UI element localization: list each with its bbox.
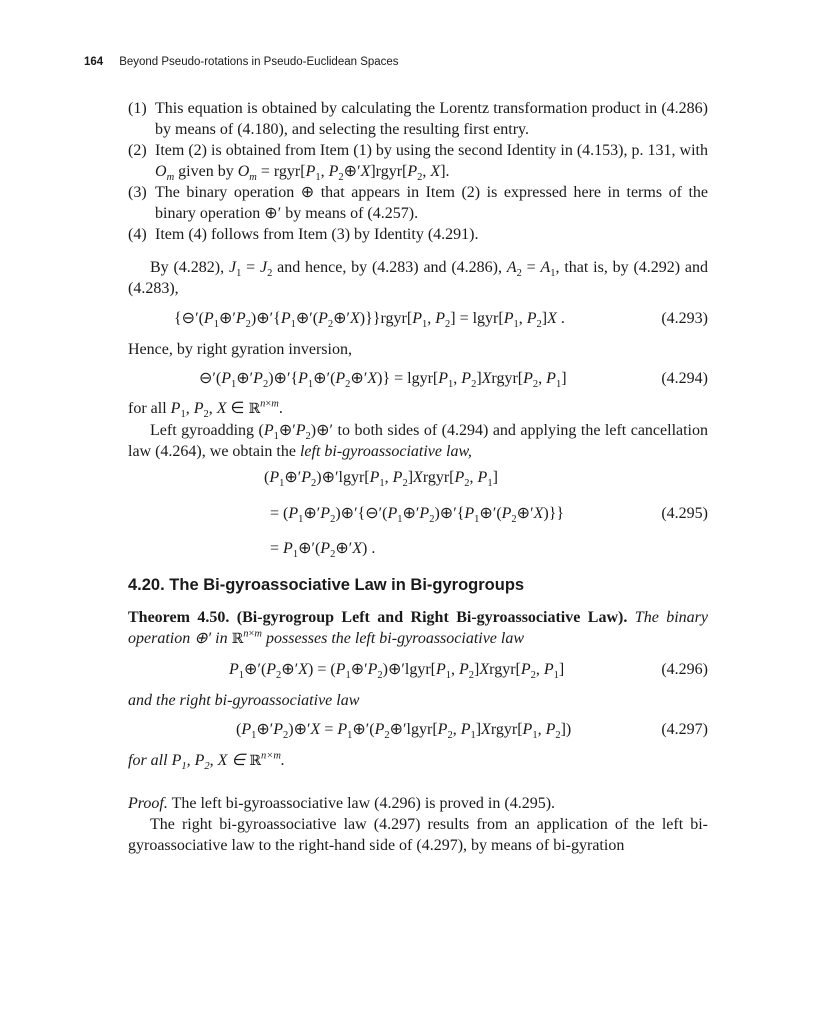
theorem: Theorem 4.50. (Bi-gyrogroup Left and Right Bi-gyroassociative Law). The binary operation ⊕′ in ℝ$^{n\times m}$ possesses the left bi-gyroassociative law xyxy=(128,609,709,647)
list-item xyxy=(128,98,708,140)
paragraph xyxy=(128,339,708,360)
paragraph-text: and hence, by (4.283) and (4.286), xyxy=(277,259,503,276)
equation-4-293 xyxy=(128,308,708,330)
equation-expression: = $(P_1\oplus'P_2)\oplus'\{⊖'(P_1\oplus'P_2)\oplus'\{P_1\oplus'(P_2\oplus'X)\}\}$ xyxy=(270,505,565,526)
equation-4-294 xyxy=(128,368,708,390)
math-inline: A xyxy=(506,259,517,276)
equation-number: (4.296) xyxy=(661,661,708,678)
math-inline: $O_m$ xyxy=(237,163,257,184)
paragraph-text: to both sides of (4.294) and applying the left cancellation law (4.264), we obtain the xyxy=(128,422,708,460)
list-item xyxy=(128,224,708,245)
running-title: Beyond Pseudo-rotations in Pseudo-Euclidean Spaces xyxy=(119,56,399,68)
paragraph-text: left bi-gyroassociative law, xyxy=(299,443,472,460)
equation-expression: $⊖'(P_1\oplus'P_2)\oplus'\{P_1\oplus'(P_2\oplus'X)\}$ = $lgyr[P_1$, $P_2]Xrgyr[P_2$, $P_1$] xyxy=(199,370,567,391)
equation-4-296 xyxy=(128,659,708,681)
item-text: The binary operation ⊕ that appears in Item (2) is expressed here in terms of the binary operation ⊕′ by means of (4.257). xyxy=(155,184,708,222)
theorem-text: for all xyxy=(128,752,168,769)
equation-expression: $P_1\oplus'(P_2\oplus'X)$ = $(P_1\oplus'P_2)\oplus'lgyr[P_1$, $P_2]Xrgyr[P_2$, $P_1$] xyxy=(229,661,565,682)
math-inline: J xyxy=(228,259,237,276)
theorem-text: and the right bi-gyroassociative law xyxy=(128,692,360,709)
proof-label: Proof. xyxy=(128,795,168,812)
theorem-continuation: for all $P_1$, $P_2$, X ∈ ℝ$^{n\times m}$. xyxy=(128,750,285,773)
paragraph: By (4.282), $J_1 = J_2$ and hence, by (4.283) and (4.286), $A_2 = A_1$, that is, by (4.292) and (4.283), xyxy=(128,259,709,297)
equation-expression: $(P_1\oplus'P_2)\oplus'X$ = $P_1\oplus'(P_2\oplus'lgyr[P_2$, $P_1]Xrgyr[P_1$, $P_2$]) xyxy=(236,721,572,742)
paragraph: for all $P_1$, $P_2$, X ∈ ℝ$^{n\times m}$. Left gyroadding $(P_1\oplus'P_2)\oplus'$ to both sides of (4.294) and applying the left cancellation law (4.264), we obtain the left bi-gyroassociative law, xyxy=(128,398,708,460)
item-number: (2) xyxy=(128,142,147,159)
equation-number: (4.297) xyxy=(661,721,708,738)
running-header xyxy=(84,56,399,68)
equation-4-295-line-3 xyxy=(128,538,708,560)
theorem-text: The binary operation ⊕′ in xyxy=(128,609,709,647)
paragraph-text: By (4.282), xyxy=(150,259,225,276)
theorem-text: possesses the left bi-gyroassociative law xyxy=(265,630,525,647)
item-text: Item (2) is obtained from Item (1) by using the second Identity in (4.153), p. 131, with $O_m$ given by $O_m$ = $rgyr[P_1$, $P_2\oplus'X]rgyr[P_2$, X]. xyxy=(155,142,708,184)
item-text-part: Item (2) is obtained from Item (1) by using the second Identity in (4.153), p. 131, with xyxy=(155,142,708,159)
math-inline: P xyxy=(170,400,181,417)
theorem-label: Theorem 4.50. (Bi-gyrogroup Left and Right Bi-gyroassociative Law). xyxy=(128,609,628,626)
section-title: 4.20. The Bi-gyroassociative Law in Bi-gyrogroups xyxy=(128,576,525,594)
equation-number: (4.295) xyxy=(661,505,708,522)
theorem-continuation xyxy=(128,690,708,711)
item-text-part: given by xyxy=(178,163,234,180)
item-text: Item (4) follows from Item (3) by Identity (4.291). xyxy=(155,226,479,243)
equation-4-297 xyxy=(128,719,708,741)
item-text: This equation is obtained by calculating the Lorentz transformation product in (4.286) by means of (4.180), and selecting the resulting first entry. xyxy=(155,100,708,138)
proof-text: The right bi-gyroassociative law (4.297) results from an application of the left bi-gyroassociative law to the right-hand side of (4.297), by means of bi-gyration xyxy=(128,816,708,854)
item-number: (1) xyxy=(128,100,147,117)
list-item xyxy=(128,182,708,224)
math-inline: $rgyr[P_1$, $P_2\oplus'X]rgyr[P_2$, X]. xyxy=(273,163,450,184)
equation-expression: $(P_1\oplus'P_2)\oplus'lgyr[P_1$, $P_2]Xrgyr[P_2$, $P_1$] xyxy=(264,469,498,490)
proof-text: The left bi-gyroassociative law (4.296) is proved in (4.295). xyxy=(171,795,556,812)
paragraph-text: Left gyroadding xyxy=(150,422,255,439)
equation-number: (4.294) xyxy=(661,370,708,387)
list-item xyxy=(128,140,708,182)
paragraph-text: for all xyxy=(128,400,167,417)
item-number: (4) xyxy=(128,226,147,243)
proof xyxy=(128,793,708,856)
equation-expression: = $P_1\oplus'(P_2\oplus'X)$ . xyxy=(270,540,376,561)
equation-expression: $\{⊖'(P_1\oplus'P_2)\oplus'\{P_1\oplus'(P_2\oplus'X)\}\}rgyr[P_1$, $P_2$] = $lgyr[P_1$, $P_2]X$ . xyxy=(174,310,565,331)
equation-4-295-line-2 xyxy=(128,503,708,525)
math-inline: $O_m$ xyxy=(155,163,175,184)
paragraph-text: Hence, by right gyration inversion, xyxy=(128,341,352,358)
item-number: (3) xyxy=(128,184,147,201)
page-number: 164 xyxy=(84,56,104,68)
equation-4-295-line-1 xyxy=(128,467,708,489)
equation-number: (4.293) xyxy=(661,310,708,327)
paragraph-text: , that is, by (4.292) and (4.283), xyxy=(128,259,709,297)
